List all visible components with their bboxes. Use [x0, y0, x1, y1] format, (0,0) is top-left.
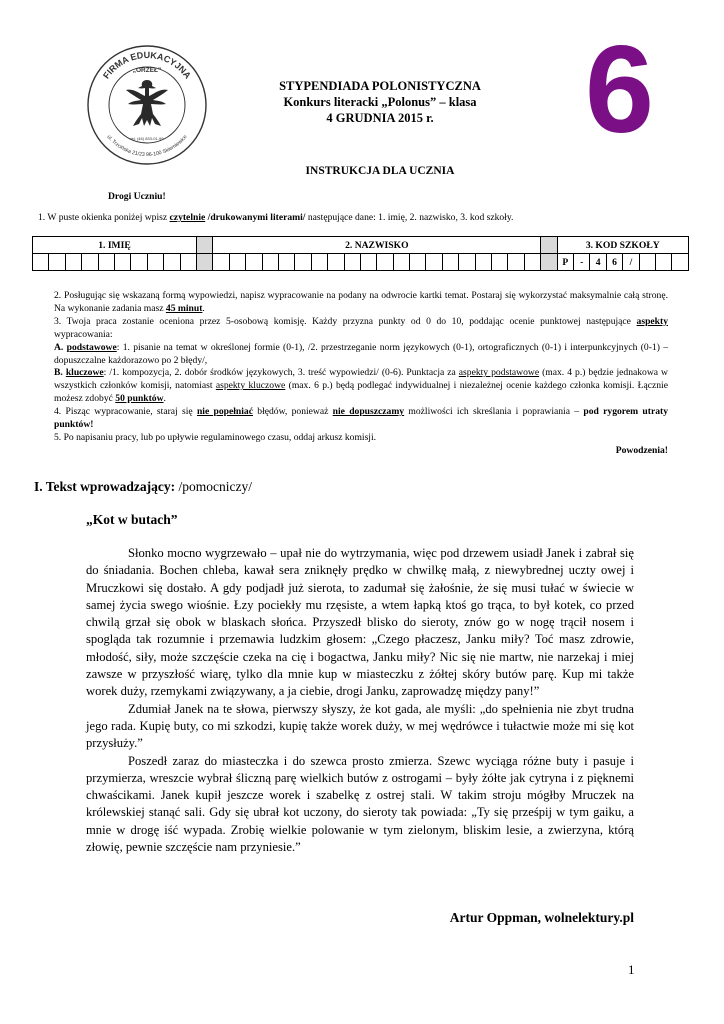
separator-cell [541, 254, 557, 271]
school-code-cell: - [574, 254, 590, 271]
instruction-4: 4. Pisząc wypracowanie, staraj się nie popełniać błędów, ponieważ nie dopuszczamy możliwości ich skreślania i poprawiania – pod rygorem utraty punktów! [54, 406, 668, 431]
instruction-3: 3. Twoja praca zostanie oceniona przez 5-osobową komisję. Każdy przyzna punkty od 0 do 10, poddając ocenie punktowej następujące aspekty wypracowania: [54, 315, 668, 340]
grade-number: 6 [585, 21, 654, 159]
first-name-cell[interactable] [131, 254, 147, 271]
story-author: Artur Oppman, wolnelektury.pl [449, 910, 634, 925]
school-code-cell[interactable] [655, 254, 671, 271]
story-paragraph: Poszedł zaraz do miasteczka i do szewca prosto zmierza. Szewc wyciąga różne buty i pasuje i przymierza, wreszcie wybrał śliczną parę wielkich butów z ostrogami – były żółte jak cytryna i z pięknemi chwaścikami. Janek kupił jeszcze worek i szabelkę z ostrej stali. W takim stroju mógłby Mruczek na królewskiej stanąć sali. Gdy się ubrał kot uczony, do sieroty tak powiada: „Ty się prześpij w tym gaiku, a mnie w drogę iść wypada. Zrobię wielkie polowanie w tym zielonym, bliskim lesie, a zwierzyna, którą złowię, pewnie szczęście nam przyniesie.” [86, 753, 634, 855]
last-name-cell[interactable] [426, 254, 442, 271]
svg-text:„ORZEŁ”: „ORZEŁ” [132, 67, 162, 74]
header-first-name: 1. IMIĘ [33, 237, 197, 254]
first-name-cell[interactable] [49, 254, 65, 271]
first-name-cell[interactable] [180, 254, 196, 271]
first-name-cell[interactable] [82, 254, 98, 271]
first-name-cell[interactable] [65, 254, 81, 271]
last-name-cell[interactable] [393, 254, 409, 271]
separator-cell [196, 254, 212, 271]
section-title: INSTRUKCJA DLA UCZNIA [305, 165, 455, 177]
last-name-cell[interactable] [246, 254, 262, 271]
last-name-cell[interactable] [262, 254, 278, 271]
story-paragraph: Słonko mocno wygrzewało – upał nie do wytrzymania, więc pod drzewem usiadł Janek i zabrał się do śniadania. Bochen chleba, kawał sera zniknęły prędko w chwilkę małą, z niewybrednej uczty owej i Mruczkowi się dostało. A gdy podjadł już sierota, to zadumał się żałośnie, że się musi tułać w świecie w samej życia swego wiośnie. Łzy pociekły mu rzęsiste, a wtem łapką ktoś go trąca, to był kotek, co przed chwilą grzał się obok w blaskach słońca. Przyszedł blisko do sieroty, znów go w nogę trącił nosem i spogląda tak rozumnie i przemawia ludzkim głosem: „Czego płaczesz, Janku miły? Toć masz zdrowie, młodość, siły, może szczęście czeka na cię i bogactwa, Janku miły? Nic się nie martw, nie narzekaj i miej zawsze w przyszłość wiarę, tylko dla mnie kup w miasteczku z żółtej skóry butów parę. Kup mi także worek duży, rzemykami związywany, a ja ciebie, drogi Janku, zaprowadzę między pany!” [86, 546, 634, 699]
first-name-cell[interactable] [114, 254, 130, 271]
header-school-code: 3. KOD SZKOŁY [557, 237, 688, 254]
contest-title: STYPENDIADA POLONISTYCZNA [279, 79, 481, 93]
school-code-cell[interactable] [672, 254, 688, 271]
section-heading: I. Tekst wprowadzający: /pomocniczy/ [34, 479, 252, 494]
last-name-cell[interactable] [475, 254, 491, 271]
last-name-cell[interactable] [377, 254, 393, 271]
last-name-cell[interactable] [229, 254, 245, 271]
contest-date: 4 GRUDNIA 2015 r. [326, 111, 434, 125]
contest-header [240, 78, 520, 126]
last-name-cell[interactable] [328, 254, 344, 271]
instruction-5: 5. Po napisaniu pracy, lub po upływie regulaminowego czasu, oddaj arkusz komisji. [54, 431, 377, 443]
school-code-cell: 6 [606, 254, 622, 271]
last-name-cell[interactable] [508, 254, 524, 271]
first-name-cell[interactable] [33, 254, 49, 271]
school-code-cell: P [557, 254, 573, 271]
instruction-1: 1. W puste okienka poniżej wpisz czytelnie /drukowanymi literami/ następujące dane: 1. imię, 2. nazwisko, 3. kod szkoły. [38, 212, 514, 223]
first-name-cell[interactable] [147, 254, 163, 271]
last-name-cell[interactable] [524, 254, 540, 271]
last-name-cell[interactable] [344, 254, 360, 271]
svg-text:ul. Trzcińska 21/23 96-100 Sk: ul. Trzcińska 21/23 96-100 Skierniewice [105, 134, 189, 159]
last-name-cell[interactable] [311, 254, 327, 271]
good-luck: Powodzenia! [615, 444, 668, 456]
story-paragraph: Zdumiał Janek na te słowa, pierwszy słyszy, że kot gada, ale myśli: „do spełnienia nie zbyt trudna jego rada. Kupię buty, co mi szkodzi, kupię także worek duży, w mej wędrówce i tułactwie może mi się kot przysłuży.” [86, 701, 634, 751]
instruction-2: 2. Posługując się wskazaną formą wypowiedzi, napisz wypracowanie na podany na odwrocie kartki temat. Postaraj się wykorzystać maksymalnie całą stronę. Na wykonanie zadania masz 45 minut. [54, 290, 668, 314]
last-name-cell[interactable] [278, 254, 294, 271]
last-name-cell[interactable] [360, 254, 376, 271]
student-data-table [32, 236, 689, 271]
header-last-name: 2. NAZWISKO [213, 237, 541, 254]
last-name-cell[interactable] [442, 254, 458, 271]
last-name-cell[interactable] [459, 254, 475, 271]
instructions-block [54, 290, 668, 458]
school-code-cell: 4 [590, 254, 606, 271]
aspects-key: B. kluczowe: /1. kompozycja, 2. dobór środków językowych, 3. treść wypowiedzi/ (0-6). Punktacja za aspekty podstawowe (max. 4 p.) będzie jednakowa w wszystkich członków komisji, natomiast aspekty kluczowe (max. 6 p.) będą podlegać indywidualnej i niezależnej ocenie każdego członka komisji. Łącznie możesz zdobyć 50 punktów. [54, 367, 668, 405]
story-title: „Kot w butach” [86, 512, 178, 527]
first-name-cell[interactable] [98, 254, 114, 271]
eagle-emblem-icon [126, 80, 168, 126]
svg-text:FIRMA EDUKACYJNA: FIRMA EDUKACYJNA [101, 49, 193, 81]
school-code-cell[interactable] [639, 254, 655, 271]
last-name-cell[interactable] [295, 254, 311, 271]
last-name-cell[interactable] [492, 254, 508, 271]
last-name-cell[interactable] [410, 254, 426, 271]
svg-text:tel. (46) 833-01-99: tel. (46) 833-01-99 [130, 136, 164, 141]
last-name-cell[interactable] [213, 254, 229, 271]
contest-subtitle: Konkurs literacki „Polonus” – klasa [283, 95, 477, 109]
publisher-stamp [86, 44, 208, 166]
school-code-cell: / [623, 254, 639, 271]
story-text [86, 545, 634, 856]
greeting: Drogi Uczniu! [108, 191, 166, 202]
page-number: 1 [628, 962, 635, 977]
aspects-basic: A. podstawowe: 1. pisanie na temat w określonej formie (0-1), /2. przestrzeganie norm językowych (0-1), ortograficznych (0-1) i interpunkcyjnych (0-1) – dopuszczalne każdorazowo po 2 błędy/, [54, 341, 668, 366]
first-name-cell[interactable] [164, 254, 180, 271]
